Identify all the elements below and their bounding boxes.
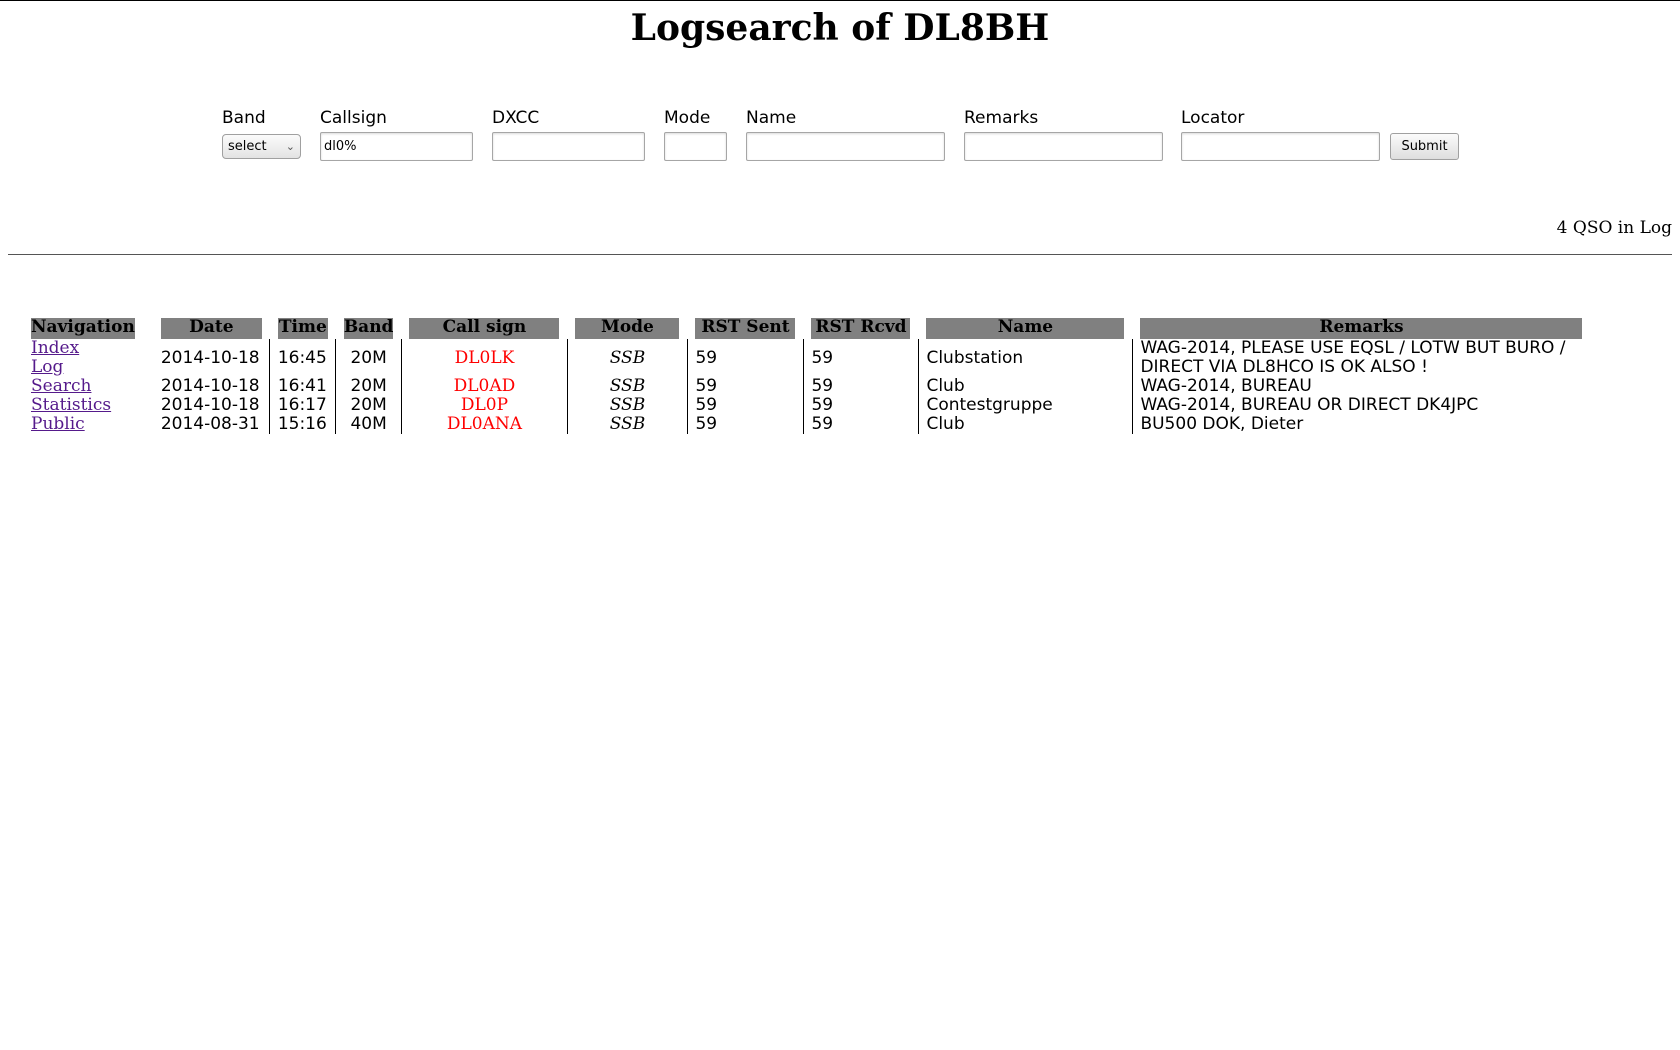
remarks-input[interactable]: [964, 132, 1163, 161]
qso-count: 4 QSO in Log: [1556, 218, 1672, 238]
name-label: Name: [746, 108, 797, 128]
column-divider: [795, 318, 811, 339]
cell-mode: SSB: [609, 395, 646, 415]
column-divider: [910, 318, 926, 339]
mode-input[interactable]: [664, 132, 727, 161]
cell-mode: SSB: [609, 347, 646, 368]
submit-button[interactable]: Submit: [1390, 133, 1459, 160]
callsign-label: Callsign: [320, 108, 387, 128]
dxcc-label: DXCC: [492, 108, 540, 128]
cell-band: 40M: [350, 414, 387, 434]
cell-rst-rcvd: 59: [811, 395, 834, 415]
cell-date: 2014-08-31: [160, 414, 260, 434]
cell-time: 16:45: [277, 347, 327, 368]
cell-remarks: BU500 DOK, Dieter: [1140, 414, 1304, 434]
locator-field: [1181, 108, 1380, 161]
cell-name: Club: [926, 376, 965, 396]
navigation-menu: [31, 339, 135, 434]
cell-name: Contestgruppe: [926, 395, 1053, 415]
cell-remarks: WAG-2014, BUREAU: [1140, 376, 1312, 396]
header-name: Name: [926, 318, 1124, 339]
column-divider: [910, 339, 926, 434]
cell-time: 16:41: [277, 376, 327, 396]
cell-remarks: WAG-2014, BUREAU OR DIRECT DK4JPC: [1140, 395, 1479, 415]
nav-link-search[interactable]: Search: [31, 376, 92, 396]
cell-callsign: DL0P: [460, 395, 509, 415]
log-table: [31, 318, 1582, 434]
nav-link-public[interactable]: Public: [31, 414, 85, 434]
column-divider: [559, 318, 575, 339]
band-field: [222, 108, 301, 159]
search-form: [0, 0, 1680, 200]
cell-callsign: DL0LK: [454, 347, 515, 368]
header-rst-sent: RST Sent: [695, 318, 795, 339]
cell-mode: SSB: [609, 414, 646, 434]
table-row: [31, 339, 1582, 377]
cell-rst-sent: 59: [695, 414, 718, 434]
name-input[interactable]: [746, 132, 945, 161]
name-field: [746, 108, 945, 161]
column-divider: [1124, 318, 1140, 339]
column-divider: [262, 318, 278, 339]
cell-time: 15:16: [277, 414, 327, 434]
cell-band: 20M: [350, 395, 387, 415]
nav-link-index[interactable]: Index: [31, 338, 80, 358]
column-divider: [393, 339, 409, 434]
header-band: Band: [343, 317, 394, 337]
header-callsign: Call sign: [409, 318, 559, 339]
cell-rst-sent: 59: [695, 395, 718, 415]
table-header-row: [31, 318, 1582, 339]
header-rst-rcvd: RST Rcvd: [811, 318, 910, 339]
nav-link-statistics[interactable]: Statistics: [31, 395, 112, 415]
header-time: Time: [278, 317, 327, 337]
header-mode: Mode: [575, 318, 679, 339]
locator-label: Locator: [1181, 108, 1245, 128]
column-divider: [393, 318, 409, 339]
column-divider: [1124, 339, 1140, 434]
remarks-label: Remarks: [964, 108, 1039, 128]
header-remarks: Remarks: [1140, 318, 1582, 339]
header-navigation: Navigation: [31, 317, 135, 337]
callsign-field: [320, 108, 473, 161]
remarks-field: [964, 108, 1163, 161]
band-select[interactable]: [222, 134, 301, 159]
horizontal-divider: [8, 254, 1672, 255]
page-title: Logsearch of DL8BH: [630, 7, 1050, 49]
cell-rst-sent: 59: [695, 376, 718, 396]
cell-date: 2014-10-18: [160, 376, 260, 396]
cell-remarks: WAG-2014, PLEASE USE EQSL / LOTW BUT BURO / DIRECT VIA DL8HCO IS OK ALSO !: [1140, 338, 1566, 377]
column-divider: [262, 339, 278, 434]
cell-rst-rcvd: 59: [811, 414, 834, 434]
cell-time: 16:17: [277, 395, 327, 415]
cell-rst-sent: 59: [695, 347, 718, 368]
cell-callsign: DL0AD: [453, 376, 516, 396]
cell-rst-rcvd: 59: [811, 376, 834, 396]
cell-band: 20M: [350, 347, 387, 368]
column-divider: [795, 339, 811, 434]
dxcc-input[interactable]: [492, 132, 645, 161]
chevron-down-icon: ⌄: [285, 140, 295, 153]
mode-label: Mode: [664, 108, 711, 128]
locator-input[interactable]: [1181, 132, 1380, 161]
column-divider: [679, 339, 695, 434]
cell-mode: SSB: [609, 376, 646, 396]
nav-link-log[interactable]: Log: [31, 357, 64, 377]
cell-name: Clubstation: [926, 347, 1024, 368]
column-divider: [328, 318, 344, 339]
cell-date: 2014-10-18: [160, 347, 260, 368]
cell-band: 20M: [350, 376, 387, 396]
cell-rst-rcvd: 59: [811, 347, 834, 368]
cell-name: Club: [926, 414, 965, 434]
column-divider: [559, 339, 575, 434]
callsign-input[interactable]: [320, 132, 473, 161]
band-label: Band: [222, 108, 266, 128]
column-divider: [328, 339, 344, 434]
cell-date: 2014-10-18: [160, 395, 260, 415]
dxcc-field: [492, 108, 645, 161]
mode-field: [664, 108, 727, 161]
cell-callsign: DL0ANA: [446, 414, 523, 434]
band-select-value: select: [228, 139, 267, 154]
column-divider: [679, 318, 695, 339]
header-date: Date: [161, 318, 262, 339]
